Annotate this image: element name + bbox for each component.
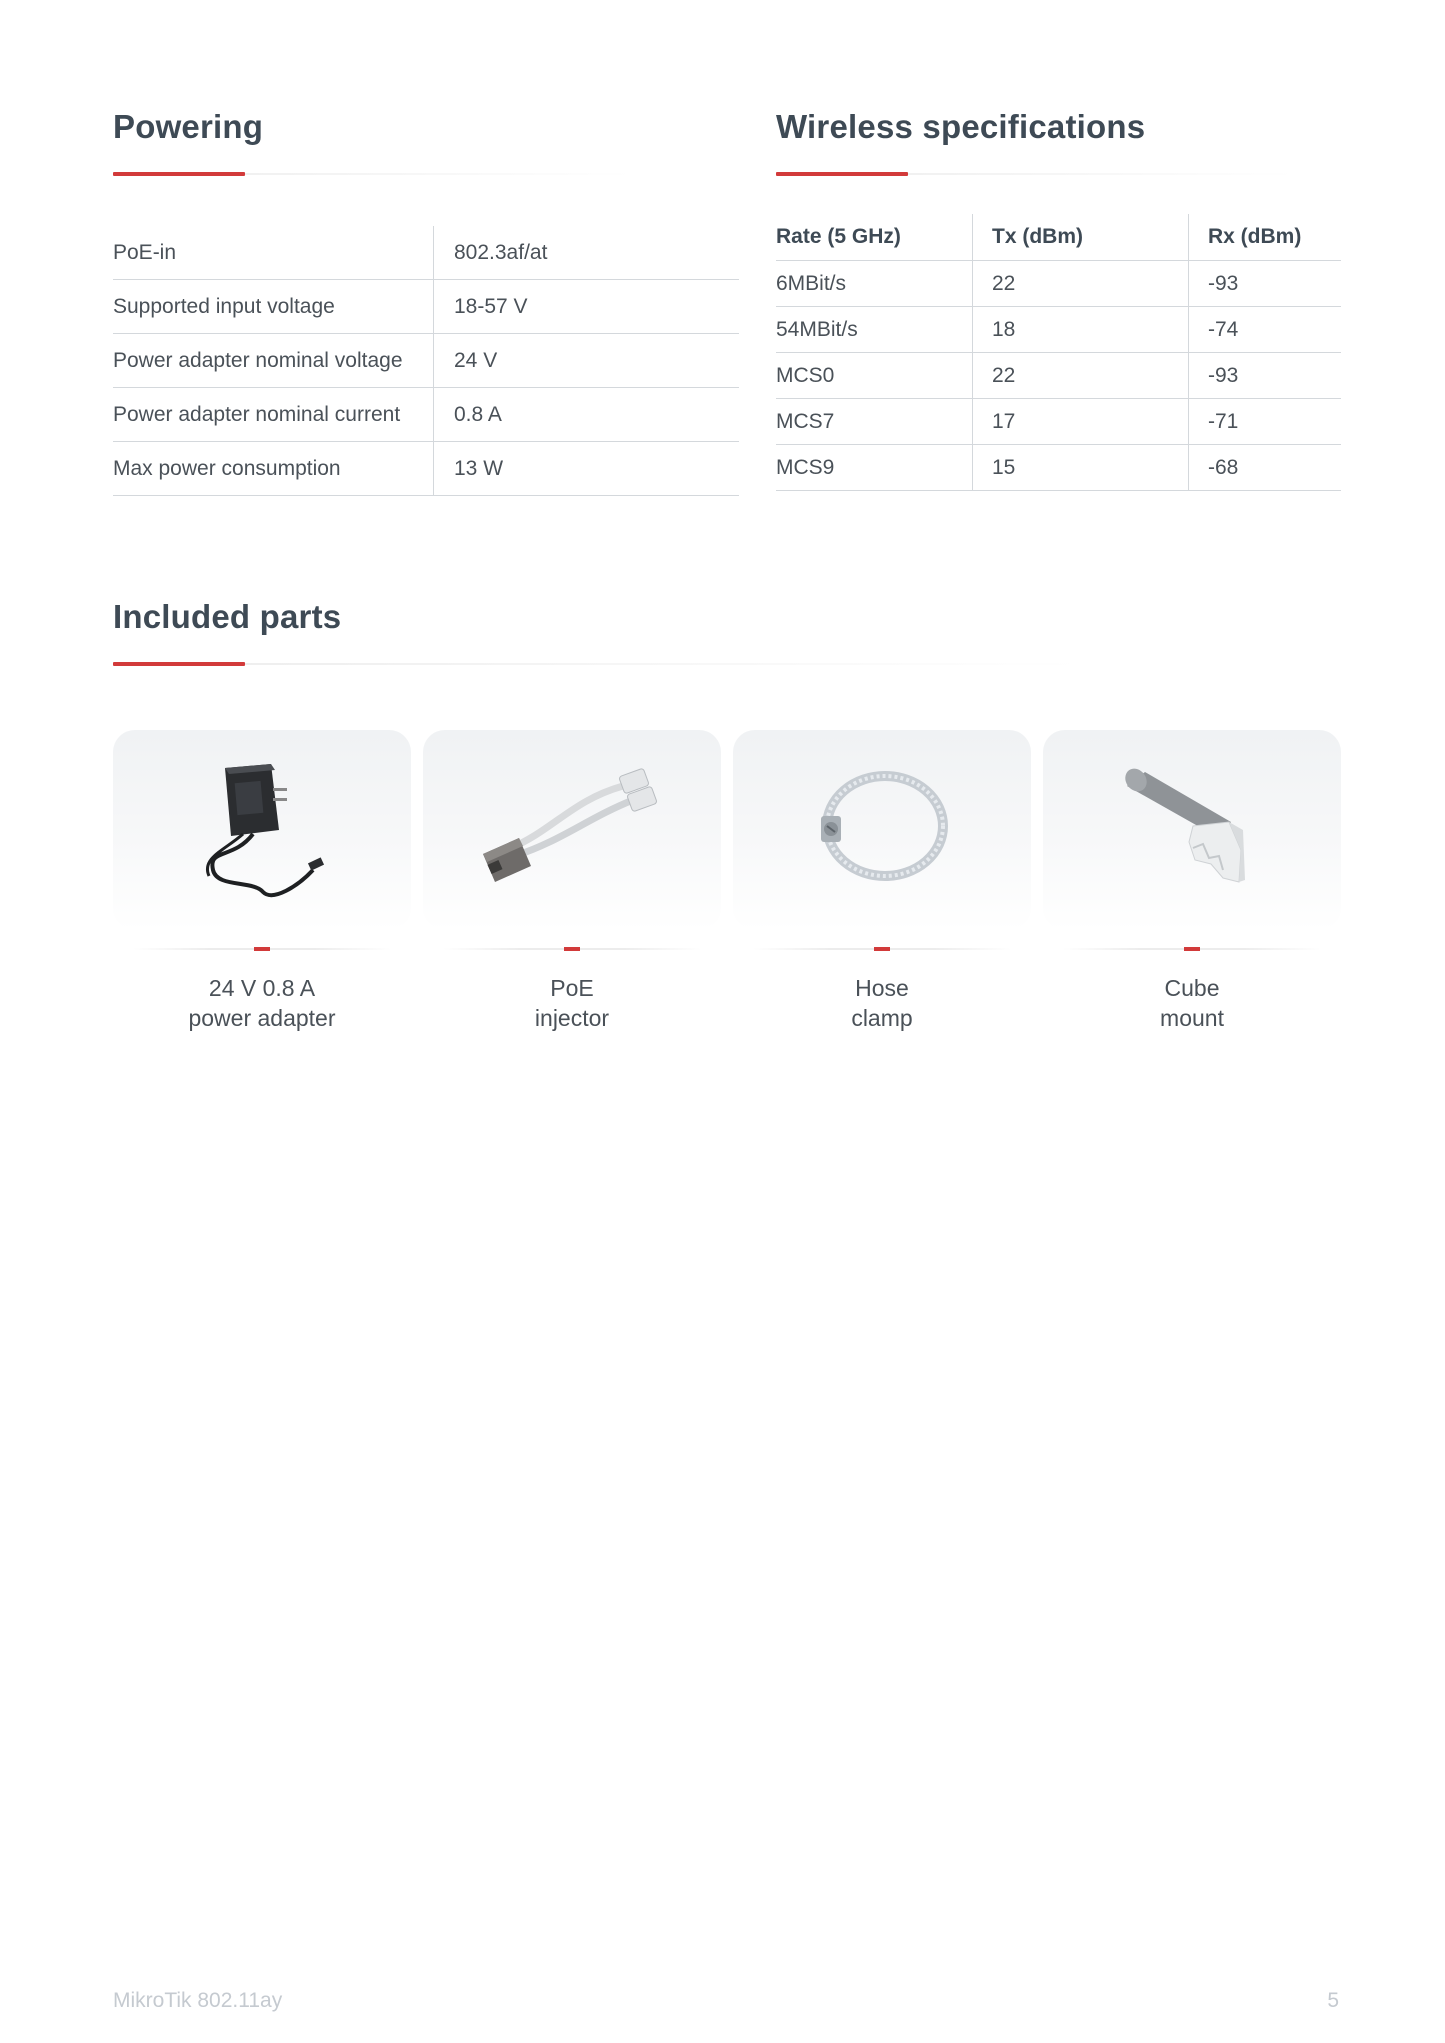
rx-cell: -93 <box>1189 261 1342 307</box>
part-rule <box>443 948 701 950</box>
footer-page-number: 5 <box>1327 1989 1339 2012</box>
tx-cell: 18 <box>973 307 1189 353</box>
included-parts-title: Included parts <box>113 598 342 635</box>
table-row <box>776 399 1341 445</box>
part-rule <box>1063 948 1321 950</box>
table-row <box>776 445 1341 491</box>
part-image-card <box>113 730 411 930</box>
table-row <box>113 280 739 334</box>
table-row <box>113 442 739 496</box>
rx-cell: -71 <box>1189 399 1342 445</box>
wireless-table <box>776 214 1341 491</box>
tx-cell: 22 <box>973 261 1189 307</box>
cube-mount-icon <box>1043 730 1341 930</box>
spec-value: 13 W <box>434 442 740 496</box>
spec-label: Power adapter nominal current <box>113 388 434 442</box>
rate-cell: MCS9 <box>776 445 973 491</box>
tx-cell: 15 <box>973 445 1189 491</box>
part-label <box>423 973 721 1033</box>
hose-clamp-icon <box>733 730 1031 930</box>
rx-cell: -68 <box>1189 445 1342 491</box>
wireless-title-rule <box>776 173 1296 175</box>
part-label-line2: power adapter <box>188 1005 336 1031</box>
wireless-title: Wireless specifications <box>776 108 1146 145</box>
powering-table <box>113 226 739 496</box>
column-header-tx: Tx (dBm) <box>973 214 1189 261</box>
part-label-line1: Hose <box>855 975 909 1001</box>
powering-title: Powering <box>113 108 264 145</box>
part-label-line1: 24 V 0.8 A <box>208 975 316 1001</box>
footer-product-name: MikroTik 802.11ay <box>113 1989 283 2012</box>
included-part-hose-clamp <box>733 730 1031 1031</box>
table-row <box>113 334 739 388</box>
powering-title-rule <box>113 173 633 175</box>
table-row <box>113 226 739 280</box>
rate-cell: 6MBit/s <box>776 261 973 307</box>
part-label-line2: injector <box>534 1005 610 1031</box>
part-label <box>733 973 1031 1033</box>
part-image-card <box>423 730 721 930</box>
poe-injector-icon <box>423 730 721 930</box>
rx-cell: -74 <box>1189 307 1342 353</box>
part-label-line2: mount <box>1160 1005 1224 1031</box>
column-header-rate: Rate (5 GHz) <box>776 214 973 261</box>
spec-label: Supported input voltage <box>113 280 434 334</box>
part-label-line1: Cube <box>1164 975 1220 1001</box>
tx-cell: 17 <box>973 399 1189 445</box>
spec-value: 18-57 V <box>434 280 740 334</box>
rx-cell: -93 <box>1189 353 1342 399</box>
part-label-line1: PoE <box>550 975 594 1001</box>
rate-cell: MCS7 <box>776 399 973 445</box>
spec-value: 802.3af/at <box>434 226 740 280</box>
part-image-card <box>1043 730 1341 930</box>
table-row <box>776 307 1341 353</box>
rate-cell: 54MBit/s <box>776 307 973 353</box>
spec-label: Power adapter nominal voltage <box>113 334 434 388</box>
table-row <box>776 261 1341 307</box>
tx-cell: 22 <box>973 353 1189 399</box>
spec-value: 24 V <box>434 334 740 388</box>
rate-cell: MCS0 <box>776 353 973 399</box>
table-row <box>776 353 1341 399</box>
spec-label: Max power consumption <box>113 442 434 496</box>
included-parts-title-rule <box>113 663 1083 665</box>
included-part-power-adapter <box>113 730 411 1031</box>
power-adapter-icon <box>113 730 411 930</box>
part-rule <box>133 948 391 950</box>
table-row <box>113 388 739 442</box>
part-rule <box>753 948 1011 950</box>
spec-value: 0.8 A <box>434 388 740 442</box>
part-label-line2: clamp <box>851 1005 913 1031</box>
column-header-rx: Rx (dBm) <box>1189 214 1342 261</box>
part-label <box>1043 973 1341 1033</box>
part-label <box>113 973 411 1033</box>
included-part-cube-mount <box>1043 730 1341 1031</box>
spec-label: PoE-in <box>113 226 434 280</box>
table-header-row <box>776 214 1341 261</box>
included-part-poe-injector <box>423 730 721 1031</box>
part-image-card <box>733 730 1031 930</box>
